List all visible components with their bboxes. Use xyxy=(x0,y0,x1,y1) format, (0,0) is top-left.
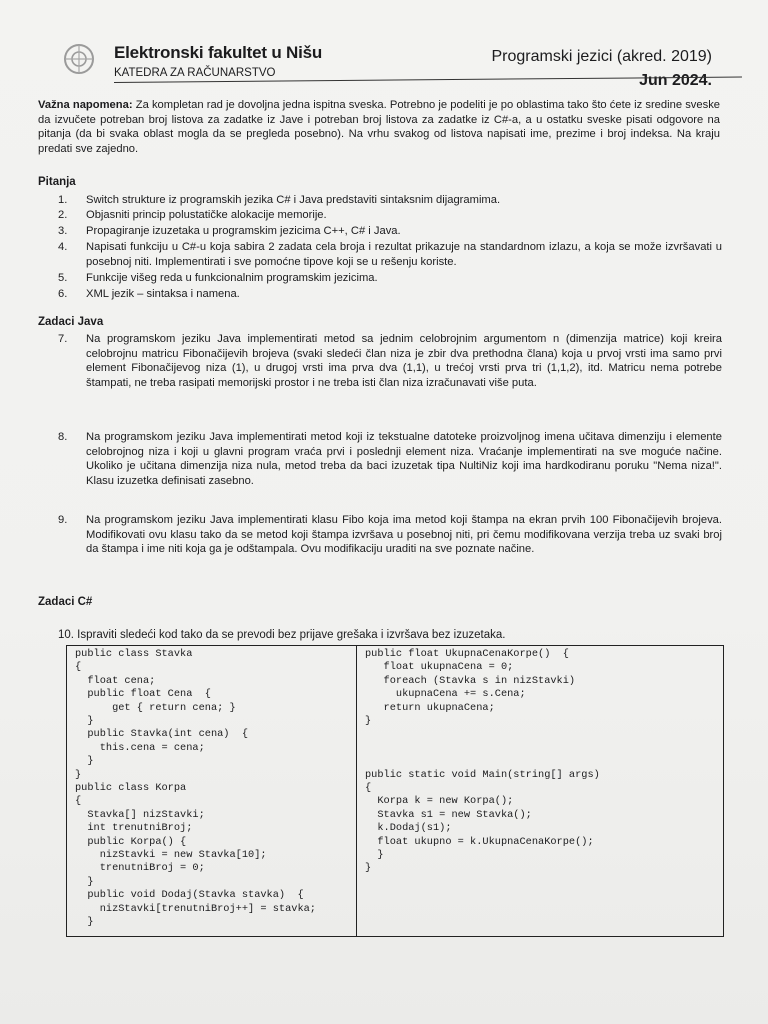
code-column-right xyxy=(357,646,723,936)
note-text: Za kompletan rad je dovoljna jedna ispitna sveska. Potrebno je podeliti je po oblastima tako što ćete iz sredine sveske da izvučete potreban broj listova za zadatke iz Jave i potreban broj listova za zadatke iz C#-a, a u ostatku sveske pisati odgovore na pitanja (da bi svaka oblast mogla da se pregleda posebno). Na vrhu svakog od listova napisati ime, prezime i broj indeksa. Na kraju predati sve zajedno. xyxy=(38,99,721,155)
code-line: public float UkupnaCenaKorpe() { xyxy=(365,648,569,660)
code-line: float ukupnaCena = 0; xyxy=(365,661,514,674)
question-item xyxy=(58,240,722,269)
code-line: foreach (Stavka s in nizStavki) xyxy=(365,674,576,687)
code-table xyxy=(66,645,724,937)
code-line: { xyxy=(75,795,82,808)
code-line: } xyxy=(365,862,372,875)
code-line: nizStavki = new Stavka[10]; xyxy=(75,849,267,861)
section-questions-title: Pitanja xyxy=(38,176,76,188)
java-task-item xyxy=(58,430,722,488)
question-text: Napisati funkciju u C#-u koja sabira 2 zadata cela broja i rezultat prikazuje na standardnom izlazu, a koja se može izvršavati u posebnoj niti. Implementirati i sve pomoćne tipove koji se u rešenju koriste. xyxy=(86,241,722,268)
task-number: 8. xyxy=(58,431,68,443)
code-line: public class Stavka xyxy=(75,648,193,660)
code-line: } xyxy=(75,715,94,727)
java-task-item xyxy=(58,513,722,557)
code-line: } xyxy=(75,768,82,781)
code-line: float ukupno = k.UkupnaCenaKorpe(); xyxy=(365,835,594,848)
question-text: Funkcije višeg reda u funkcionalnim programskim jezicima. xyxy=(86,272,378,284)
code-line: int trenutniBroj; xyxy=(75,822,193,835)
course-name: Programski jezici (akred. 2019) xyxy=(491,48,712,65)
code-line: public class Korpa xyxy=(75,782,187,794)
code-line: ukupnaCena += s.Cena; xyxy=(365,688,526,701)
code-line: this.cena = cena; xyxy=(75,741,205,754)
code-line: Korpa k = new Korpa(); xyxy=(365,795,514,808)
question-text: Objasniti princip polustatičke alokacije memorije. xyxy=(86,209,327,221)
question-item xyxy=(58,208,722,223)
code-line: get { return cena; } xyxy=(75,701,236,714)
code-column-left xyxy=(67,646,357,936)
question-item xyxy=(58,193,722,208)
question-number: 4. xyxy=(58,241,68,253)
code-line: k.Dodaj(s1); xyxy=(365,822,452,835)
section-csharp-title: Zadaci C# xyxy=(38,596,93,608)
code-line: trenutniBroj = 0; xyxy=(75,862,205,875)
code-line: nizStavki[trenutniBroj++] = stavka; xyxy=(75,902,316,915)
task-10-title: 10. Ispraviti sledeći kod tako da se prevodi bez prijave grešaka i izvršava bez izuzetaka. xyxy=(58,629,506,641)
task-number: 9. xyxy=(58,514,68,526)
code-line: } xyxy=(365,849,384,861)
note-label: Važna napomena: xyxy=(38,99,133,111)
code-line: Stavka[] nizStavki; xyxy=(75,808,205,821)
code-line: public static void Main(string[] args) xyxy=(365,768,600,781)
section-java-title: Zadaci Java xyxy=(38,316,104,328)
important-note xyxy=(38,98,720,156)
question-item xyxy=(58,271,722,286)
code-line: public Korpa() { xyxy=(75,835,187,848)
question-number: 1. xyxy=(58,194,68,206)
task-text: Na programskom jeziku Java implementirati metod koji iz tekstualne datoteke proizvoljnog imena učitava dimenziju i elemente celobrojnog niza i koji u glavni program vraća prvi i poslednji element niza. Vraćanje implementirati na sve moguće načine. Ukoliko je učitana dimenzija niza nula, metod treba da baci izuzetak tipa NultiNiz koji ima hardkodiranu poruku "Nema niza!". Klasu izuzetka definisati zasebno. xyxy=(86,431,722,487)
question-number: 6. xyxy=(58,288,68,300)
question-text: Propagiranje izuzetaka u programskim jezicima C++, C# i Java. xyxy=(86,225,401,237)
task-text: Na programskom jeziku Java implementirati metod sa jednim celobrojnim argumentom n (dimenzija matrice) koji kreira celobrojnu matricu Fibonačijevih brojeva (svaki sledeći član niza je zbir dva prethodna člana) koja u prvoj vrsti ima samo prvi element Fibonačijevog niza (1), u drugoj vrsti ima prva dva (1,1), u trećoj vrsti prva tri (1,1,2), itd. Matricu nema potrebe štampati, ne treba rasipati memorijski prostor i ne treba isti član niza izračunavati više puta. xyxy=(86,333,722,389)
task-text: Na programskom jeziku Java implementirati klasu Fibo koja ima metod koji štampa na ekran prvih 100 Fibonačijevih brojeva. Modifikovati ovu klasu tako da se metod koji štampa izvršava u posebnoj niti, pri čemu modifikovana verzija treba uz svaki broj da štampa i ime niti koja ga je odštampala. Ovu modifikaciju uraditi na sve poznate načine. xyxy=(86,514,722,556)
code-line: { xyxy=(365,782,372,794)
code-line: Stavka s1 = new Stavka(); xyxy=(365,808,532,821)
faculty-logo-icon xyxy=(62,42,96,76)
question-text: Switch strukture iz programskih jezika C# i Java predstaviti sintaksnim dijagramima. xyxy=(86,194,501,206)
question-text: XML jezik – sintaksa i namena. xyxy=(86,288,240,300)
question-number: 3. xyxy=(58,225,68,237)
code-line: return ukupnaCena; xyxy=(365,701,495,714)
exam-date: Jun 2024. xyxy=(639,72,712,89)
code-line: public float Cena { xyxy=(75,688,211,701)
code-line: } xyxy=(75,875,94,888)
java-task-item xyxy=(58,332,722,390)
question-item xyxy=(58,287,722,302)
code-line: { xyxy=(75,661,82,674)
faculty-name: Elektronski fakultet u Nišu xyxy=(114,43,323,62)
code-line: public void Dodaj(Stavka stavka) { xyxy=(75,889,304,902)
question-item xyxy=(58,224,722,239)
department-name: KATEDRA ZA RAČUNARSTVO xyxy=(114,67,276,79)
question-number: 5. xyxy=(58,272,68,284)
question-number: 2. xyxy=(58,209,68,221)
code-line: } xyxy=(75,755,94,768)
document-header xyxy=(62,40,742,88)
code-line: } xyxy=(365,715,372,727)
task-number: 7. xyxy=(58,333,68,345)
code-line: float cena; xyxy=(75,674,156,687)
code-line: } xyxy=(75,916,94,928)
code-line: public Stavka(int cena) { xyxy=(75,728,249,741)
